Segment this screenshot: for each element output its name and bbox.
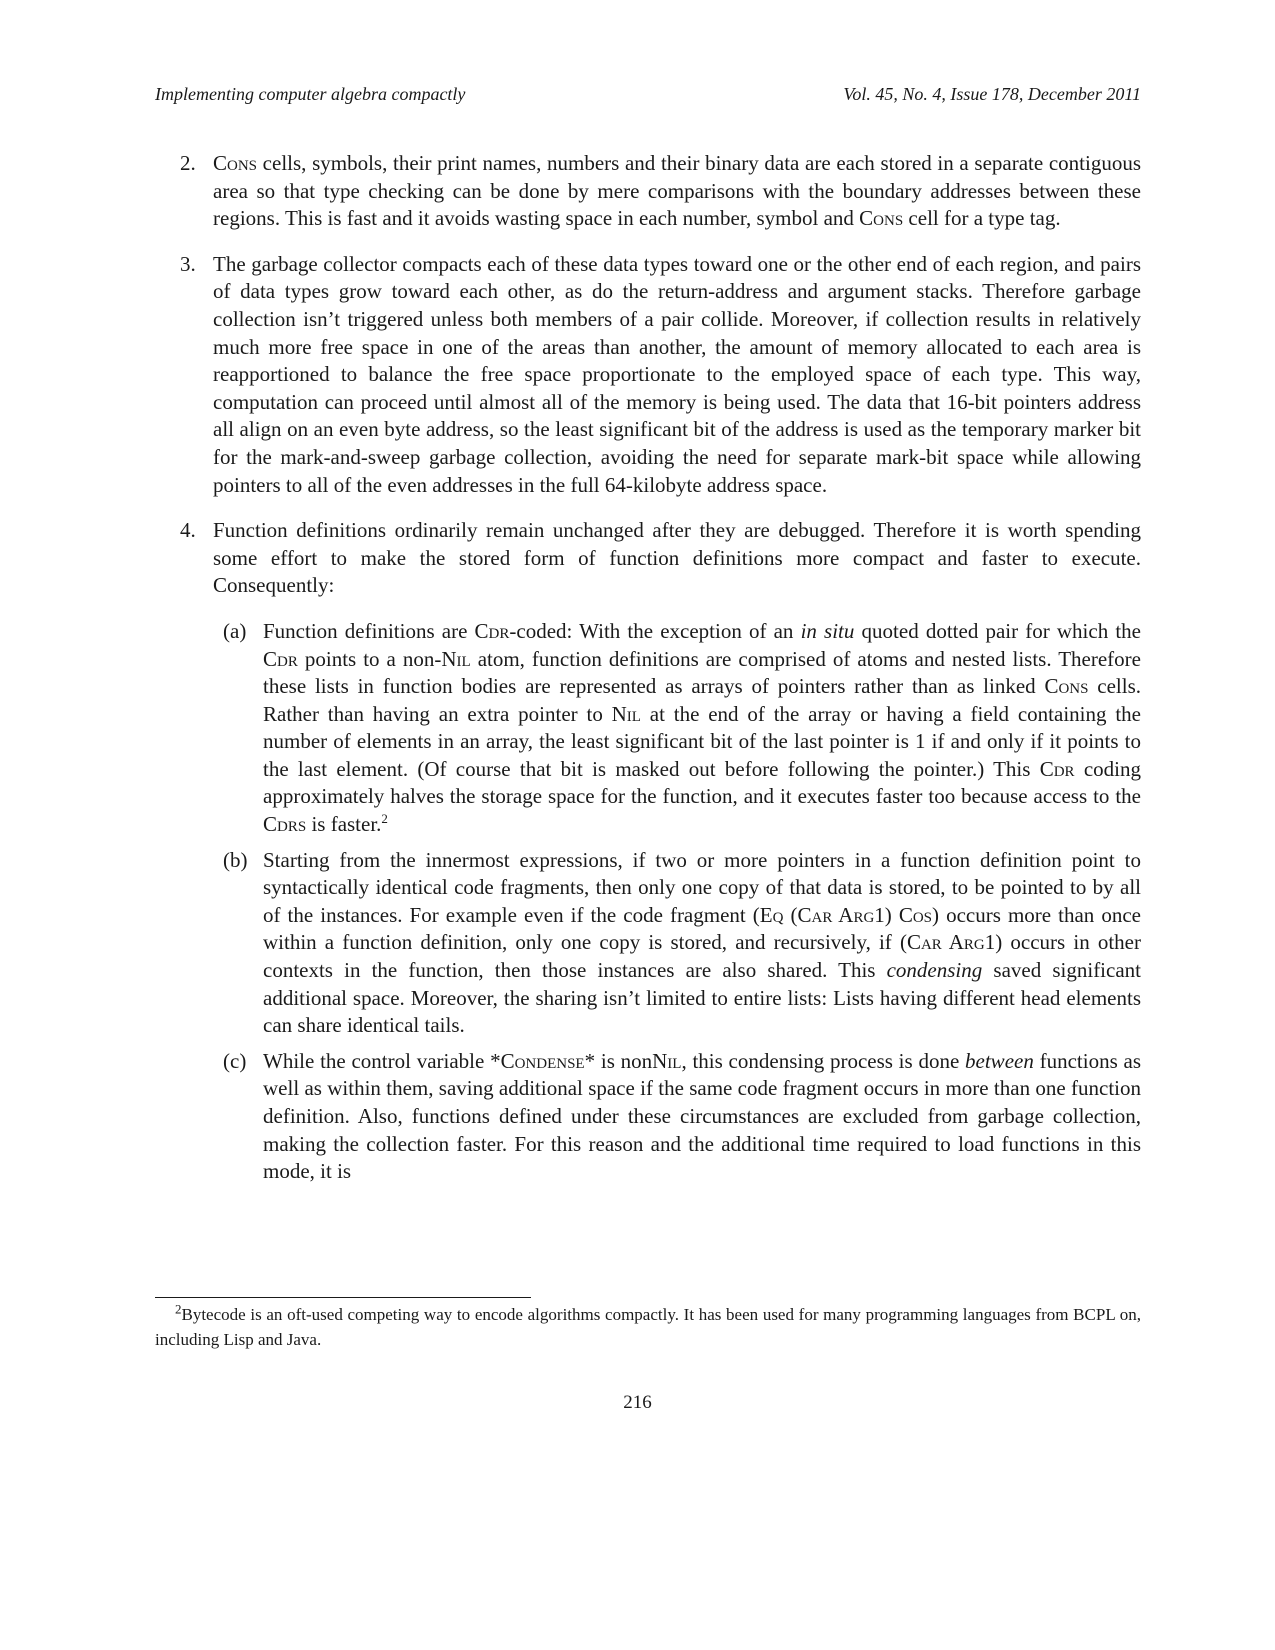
item-number: 2. [180, 151, 196, 175]
item-number: 3. [180, 251, 196, 276]
sub-item-label: (a) [223, 618, 247, 643]
item-text: Function definitions ordinarily remain unchanged after they are debugged. Therefore it is worth spending some effort to make the stored form of function definitions more compact and faster to execute. Consequently: [213, 518, 1141, 598]
sub-list [155, 618, 1141, 1186]
sub-item-b [155, 847, 1141, 1040]
footnote-marker[interactable]: 2 [381, 811, 388, 827]
list-item-4 [155, 517, 1141, 600]
small-caps-term: Cons [859, 206, 904, 231]
list-item-3 [155, 251, 1141, 499]
body-text [155, 150, 1141, 1194]
small-caps-term: Cons [213, 151, 258, 175]
sub-item-text: Starting from the innermost expressions, if two or more pointers in a function definition point to syntactically identical code fragments, then only one copy of that data is stored, to be pointed to by all of the instances. For example even if the code fragment (Eq (Car Arg1) Cos) occurs more than once within a function definition, only one copy is stored, and recursively, if (Car Arg1) occurs in other contexts in the function, then those instances are also shared. This condensing saved significant additional space. Moreover, the sharing isn’t limited to entire lists: Lists having different head elements can share identical tails. [263, 847, 1142, 1038]
item-number: 4. [180, 518, 196, 543]
sub-item-text: While the control variable *Condense* is nonNil, this condensing process is done between functions as well as within them, saving additional space if the same code fragment occurs in more than one function definition. Also, functions defined under these circumstances are excluded from garbage collection, making the collection faster. For this reason and the additional time required to load functions in this mode, it is [263, 1048, 1141, 1184]
footnote [155, 1302, 1141, 1352]
list-item-2 [155, 150, 1141, 233]
footnote-text: Bytecode is an oft-used competing way to encode algorithms compactly. It has been used for many programming languages from BCPL on, including Lisp and Java. [155, 1305, 1141, 1349]
item-text: The garbage collector compacts each of these data types toward one or the other end of each region, and pairs of data types grow toward each other, as do the return-address and argument stacks. Therefore garbage collection isn’t triggered unless both members of a pair collide. Moreover, if collection results in relatively much more free space in one of the areas than another, the amount of memory allocated to each area is reapportioned to balance the free space proportionate to the employed space of each type. This way, computation can proceed until almost all of the memory is being used. The data that 16-bit pointers address all align on an even byte address, so the least significant bit of the address is used as the temporary marker bit for the mark-and-sweep garbage collection, avoiding the need for separate mark-bit space while allowing pointers to all of the even addresses in the full 64-kilobyte address space. [213, 251, 1141, 497]
footnote-number: 2 [175, 1301, 182, 1317]
running-header [155, 84, 1141, 108]
footnote-rule [155, 1297, 531, 1298]
sub-item-a [155, 618, 1141, 839]
header-issue: Vol. 45, No. 4, Issue 178, December 2011 [843, 84, 1141, 104]
sub-item-text: Function definitions are Cdr-coded: With the exception of an in situ quoted dotted pair for which the Cdr points to a non-Nil atom, function definitions are comprised of atoms and nested lists. Therefore these lists in function bodies are represented as arrays of pointers rather than as linked Cons cells. Rather than having an extra pointer to Nil at the end of the array or having a field containing the number of elements in an array, the least significant bit of the last pointer is 1 if and only if it points to the last element. (Of course that bit is masked out before following the pointer.) This Cdr coding approximately halves the storage space for the function, and it executes faster too because access to the Cdrs is faster.$^2$ [263, 618, 1142, 837]
item-text: Cons cells, symbols, their print names, numbers and their binary data are each stored in a separate contiguous area so that type checking can be done by mere comparisons with the boundary addresses between these regions. This is fast and it avoids wasting space in each number, symbol and Cons cell for a type tag. [213, 151, 1141, 231]
sub-item-label: (c) [223, 1048, 247, 1073]
sub-item-c [155, 1048, 1141, 1186]
header-title: Implementing computer algebra compactly [155, 84, 466, 104]
sub-item-label: (b) [223, 847, 248, 872]
page-number: 216 [623, 1392, 652, 1413]
